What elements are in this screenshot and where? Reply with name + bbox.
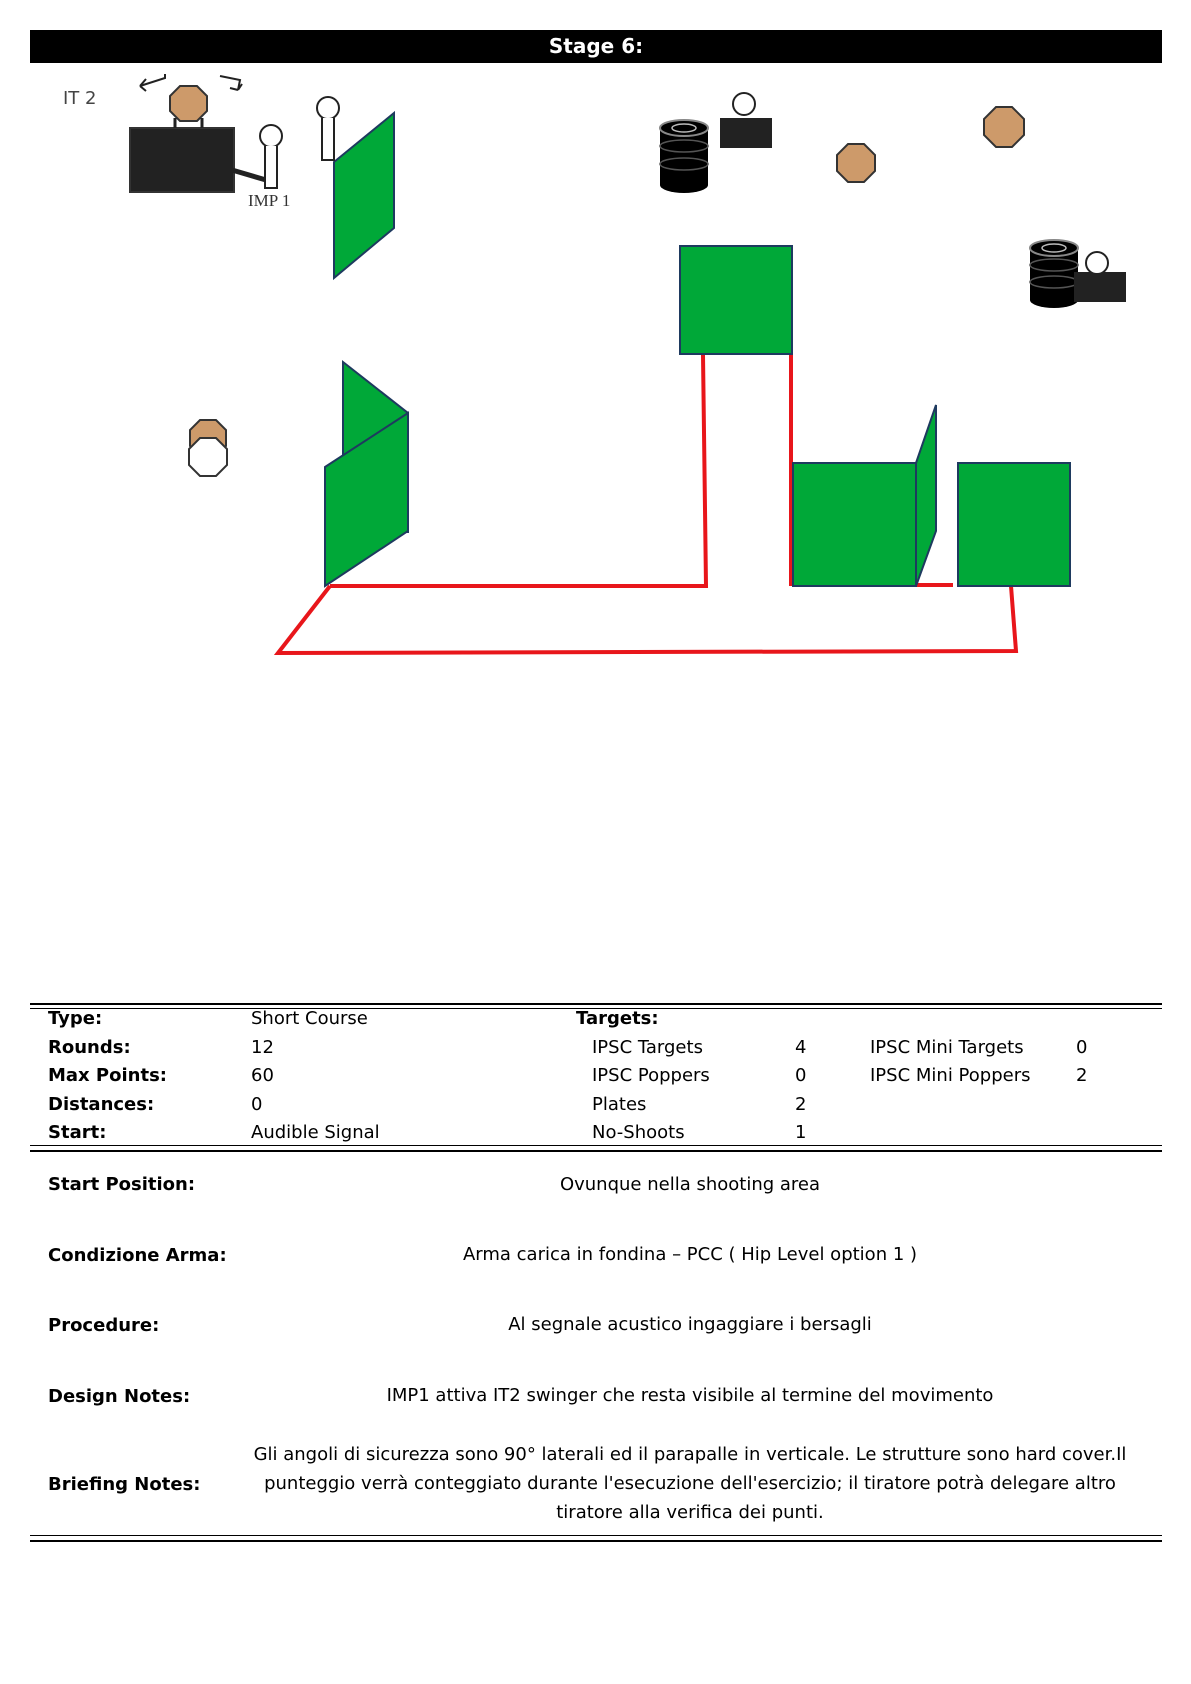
barrel-stack-2	[1030, 240, 1078, 308]
briefing-notes-label: Briefing Notes:	[48, 1474, 201, 1495]
swing-arrow-right-icon	[220, 76, 242, 90]
target-row-name: IPSC Targets	[592, 1037, 703, 1058]
distances-label: Distances:	[48, 1094, 155, 1115]
procedure-value: Al segnale acustico ingaggiare i bersagli	[508, 1314, 872, 1335]
imp1-label: IMP 1	[248, 191, 291, 210]
target-row-count: 4	[795, 1037, 807, 1058]
wall-left-lower	[325, 413, 408, 586]
swing-arrow-left-icon	[140, 74, 165, 91]
rounds-label: Rounds:	[48, 1037, 131, 1058]
wall-top-slant	[334, 113, 394, 278]
design-notes-label: Design Notes:	[48, 1386, 191, 1407]
wall-right-slant	[916, 405, 936, 586]
it2-label: IT 2	[63, 88, 97, 109]
target-row-count: 0	[795, 1065, 807, 1086]
no-shoot	[189, 438, 227, 476]
wall-right-box-1	[793, 463, 916, 586]
rounds-value: 12	[251, 1037, 274, 1058]
fault-line-outer	[278, 586, 1016, 653]
target-row-count: 1	[795, 1122, 807, 1143]
mini-row-count: 0	[1076, 1037, 1088, 1058]
condizione-value: Arma carica in fondina – PCC ( Hip Level option 1 )	[462, 1244, 918, 1265]
start-position-value: Ovunque nella shooting area	[559, 1174, 821, 1195]
swinger-box	[130, 128, 234, 192]
ipsc-target-2	[984, 107, 1024, 147]
barrel-stack-1	[660, 120, 708, 193]
wall-right-box-2	[958, 463, 1070, 586]
spec-bottom-rule-2	[30, 1150, 1162, 1152]
procedure-label: Procedure:	[48, 1315, 160, 1336]
target-row-name: No-Shoots	[592, 1122, 685, 1143]
start-label: Start:	[48, 1122, 107, 1143]
target-row-name: Plates	[592, 1094, 647, 1115]
start-value: Audible Signal	[251, 1122, 380, 1143]
stage-diagram	[0, 0, 1191, 700]
type-value: Short Course	[251, 1008, 368, 1029]
popper-2	[317, 97, 339, 160]
targets-label: Targets:	[576, 1008, 659, 1029]
condizione-label: Condizione Arma:	[48, 1245, 227, 1266]
stage-title: Stage 6:	[30, 30, 1162, 63]
design-notes-value: IMP1 attiva IT2 swinger che resta visibile al termine del movimento	[386, 1385, 994, 1406]
plate-stand-2	[1074, 272, 1126, 302]
start-position-label: Start Position:	[48, 1174, 196, 1195]
spec-bottom-rule	[30, 1145, 1162, 1146]
details-bottom-rule-2	[30, 1540, 1162, 1542]
swinger-assembly	[130, 74, 266, 192]
mini-row-name: IPSC Mini Targets	[870, 1037, 1024, 1058]
activator-rod	[232, 170, 266, 180]
target-row-count: 2	[795, 1094, 807, 1115]
plate-stand-1	[720, 118, 772, 148]
maxpoints-value: 60	[251, 1065, 274, 1086]
wall-center-box	[680, 246, 792, 354]
plate-2	[1086, 252, 1108, 274]
ipsc-target-1	[837, 144, 875, 182]
target-with-noshoot	[189, 420, 227, 476]
plate-1	[733, 93, 755, 115]
target-row-name: IPSC Poppers	[592, 1065, 710, 1086]
maxpoints-label: Max Points:	[48, 1065, 167, 1086]
swinger-target-octagon	[170, 86, 207, 121]
distances-value: 0	[251, 1094, 263, 1115]
briefing-notes-value: Gli angoli di sicurezza sono 90° laterali ed il parapalle in verticale. Le strutture sono hard cover.Il punteggio verrà conteggiato durante l'esecuzione dell'esercizio; il tiratore potrà delegare altro tiratore alla verifica dei punti.	[253, 1444, 1127, 1523]
details-bottom-rule	[30, 1535, 1162, 1536]
type-label: Type:	[48, 1008, 103, 1029]
mini-row-name: IPSC Mini Poppers	[870, 1065, 1031, 1086]
spec-top-rule	[30, 1003, 1162, 1005]
mini-row-count: 2	[1076, 1065, 1088, 1086]
